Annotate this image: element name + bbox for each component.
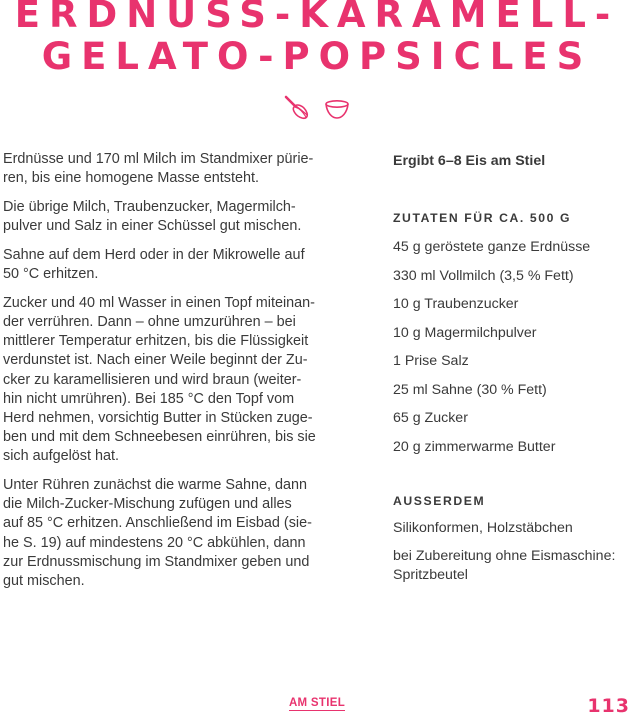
ingredients-list [393, 236, 590, 464]
ingredient-item: 330 ml Vollmilch (3,5 % Fett) [393, 267, 574, 284]
ingredient-item: 1 Prise Salz [393, 353, 469, 369]
ingredient-item: 20 g zimmerwarme Butter [393, 438, 556, 455]
section-footer [0, 697, 634, 709]
page-number: 113 [587, 695, 630, 717]
instruction-step: Zucker und 40 ml Wasser in einen Topf miteinan- der verrühren. Dann – ohne umzurühren – bei mittlerer Temperatur erhitzen, bis die Flüssigkeit verdunstet ist. Nach einer Weile beginnt der Zu- cker zu karamellisieren und wird braun (weiter- hin nicht umrühren). Bei 185 °C den Topf vom Herd nehmen, vorsichtig Butter in Stücken zuge- ben und mit dem Schneebesen einrühren, bis sie sich aufgelöst hat. [3, 294, 316, 465]
extras-list [393, 519, 633, 595]
page-title-line-1: ERDNUSS-KARAMELL- [14, 0, 620, 36]
ingredients-heading: ZUTATEN FÜR CA. 500 G [393, 211, 572, 225]
ingredient-item: 10 g Magermilchpulver [393, 324, 537, 341]
ingredient-item: 45 g geröstete ganze Erdnüsse [393, 239, 591, 255]
instruction-step: Erdnüsse und 170 ml Milch im Standmixer pürie- ren, bis eine homogene Masse entsteht. [3, 151, 314, 187]
ingredient-item: 25 ml Sahne (30 % Fett) [393, 381, 547, 398]
extra-item: Silikonformen, Holzstäbchen [393, 520, 573, 536]
instruction-step: Unter Rühren zunächst die warme Sahne, dann die Milch-Zucker-Mischung zufügen und alles auf 85 °C erhitzen. Anschließend im Eisbad (sie- he S. 19) auf mindestens 20 °C abkühlen, dann zur Erdnussmischung im Standmixer geben und gut mischen. [3, 477, 312, 590]
instruction-step: Sahne auf dem Herd oder in der Mikrowelle auf 50 °C erhitzen. [3, 246, 305, 283]
bowl-icon [324, 95, 350, 121]
extra-item: bei Zubereitung ohne Eismaschine: Spritzbeutel [393, 548, 616, 584]
recipe-icons [284, 95, 350, 121]
instruction-step: Die übrige Milch, Traubenzucker, Magermilch- pulver und Salz in einer Schüssel gut mischen. [3, 198, 302, 235]
ingredient-item: 65 g Zucker [393, 410, 468, 426]
ingredient-item: 10 g Traubenzucker [393, 296, 519, 312]
instructions [3, 150, 346, 601]
section-footer-label: AM STIEL [288, 697, 346, 709]
whisk-icon [284, 95, 310, 121]
yield-text: Ergibt 6–8 Eis am Stiel [393, 153, 546, 169]
extras-heading: AUSSERDEM [393, 494, 486, 508]
page-title-line-2: GELATO-POPSICLES [41, 35, 593, 78]
